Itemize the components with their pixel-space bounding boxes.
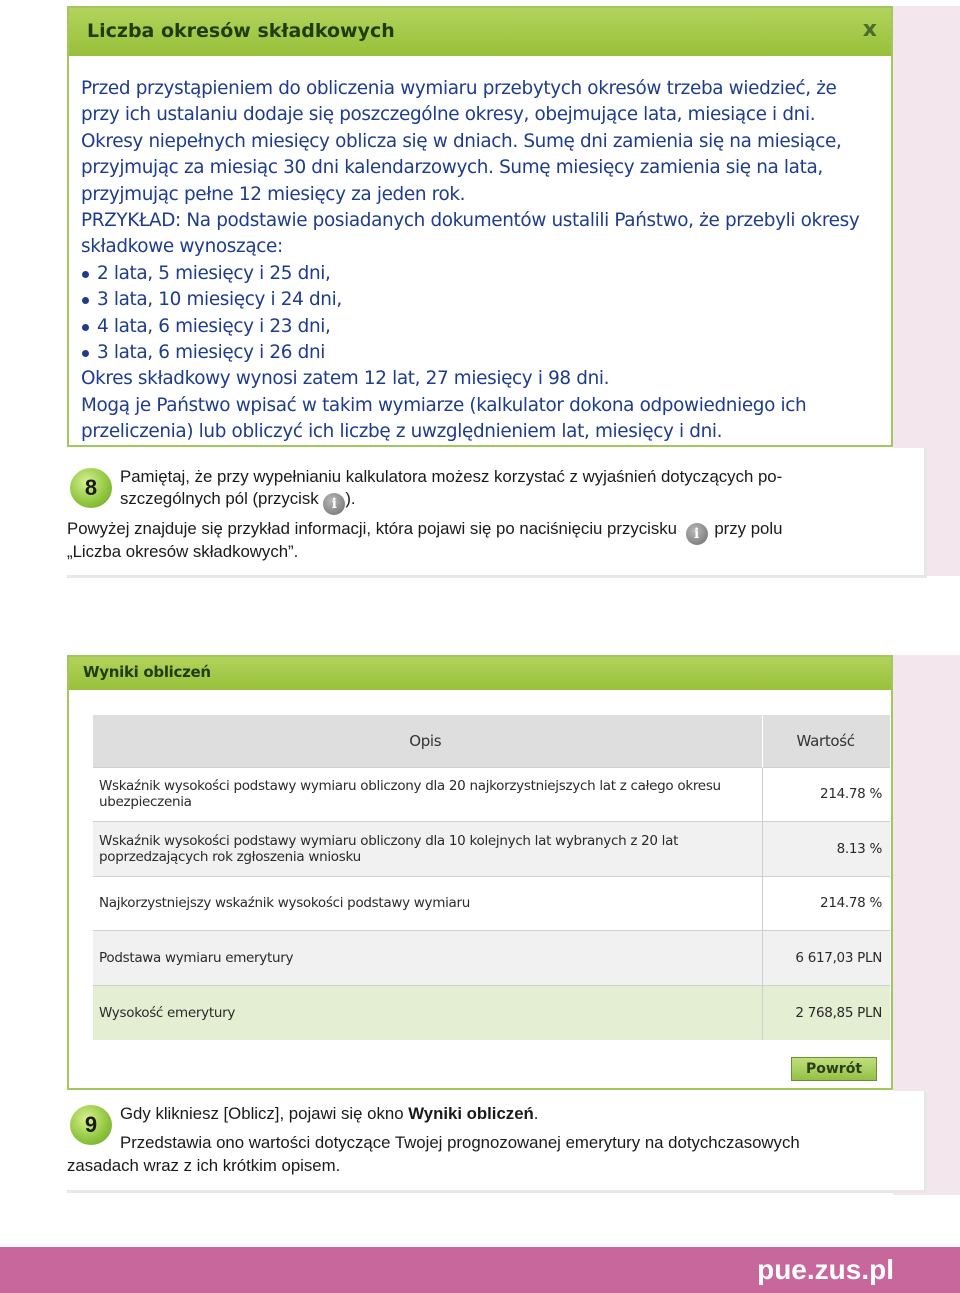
table-row <box>93 985 890 1040</box>
row-value: 8.13 % <box>762 822 890 877</box>
note-8-line-4: „Liczba okresów składkowych”. <box>67 542 299 561</box>
column-header-value: Wartość <box>762 715 890 767</box>
step-number-8: 8 <box>70 468 112 508</box>
popup-header <box>69 8 891 56</box>
list-item: 2 lata, 5 miesięcy i 25 dni, <box>81 261 879 287</box>
results-panel <box>67 655 893 1090</box>
row-value: 214.78 % <box>762 876 890 931</box>
column-header-description: Opis <box>93 715 762 767</box>
popup-summary: Okres składkowy wynosi zatem 12 lat, 27 miesięcy i 98 dni. <box>81 368 610 390</box>
list-item: 4 lata, 6 miesięcy i 23 dni, <box>81 314 879 340</box>
row-description: Najkorzystniejszy wskaźnik wysokości podstawy wymiaru <box>93 876 762 931</box>
list-item: 3 lata, 6 miesięcy i 26 dni <box>81 340 879 366</box>
row-description: Wskaźnik wysokości podstawy wymiaru obliczony dla 20 najkorzystniejszych lat z całego okresu ubezpieczenia <box>93 767 762 822</box>
footer-bar <box>0 1247 960 1293</box>
back-button[interactable]: Powrót <box>791 1057 877 1081</box>
info-icon: i <box>686 523 708 545</box>
footer-url: pue.zus.pl <box>757 1254 894 1285</box>
note-9-line-1: Gdy klikniesz [Oblicz], pojawi się okno Wyniki obliczeń. <box>120 1104 539 1123</box>
step-number-9: 9 <box>70 1105 112 1145</box>
results-header <box>69 657 891 690</box>
popup-conclusion: Mogą je Państwo wpisać w takim wymiarze (kalkulator dokona odpowiedniego ich przeliczenia) lub obliczyć ich liczbę z uwzględnieniem lat, miesięcy i dni. <box>81 394 807 443</box>
table-row <box>93 931 890 986</box>
row-description: Podstawa wymiaru emerytury <box>93 931 762 986</box>
table-row <box>93 822 890 877</box>
popup-intro: Przed przystąpieniem do obliczenia wymiaru przebytych okresów trzeba wiedzieć, że przy ich ustalaniu dodaje się poszczególne okresy, obejmujące lata, miesiące i dni. Okresy niepełnych miesięcy oblicza się w dniach. Sumę dni zamienia się na miesiące, przyjmując za miesiąc 30 dni kalendarzowych. Sumę miesięcy zamienia się na lata, przyjmując pełne 12 miesięcy za jeden rok. <box>81 78 842 205</box>
popup-body <box>69 56 891 446</box>
row-description: Wysokość emerytury <box>93 985 762 1040</box>
note-9-box <box>67 1091 927 1193</box>
table-header-row <box>93 715 890 767</box>
row-value: 6 617,03 PLN <box>762 931 890 986</box>
note-8-line-2: szczególnych pól (przycisk i ). <box>120 488 356 515</box>
note-9-line-2: Przedstawia ono wartości dotyczące Twojej prognozowanej emerytury na dotychczasowych <box>120 1133 800 1152</box>
periods-help-popup <box>67 6 893 447</box>
close-icon[interactable]: x <box>862 17 877 42</box>
popup-example: PRZYKŁAD: Na podstawie posiadanych dokumentów ustalili Państwo, że przebyli okresy składkowe wynoszące: <box>81 210 860 258</box>
popup-title: Liczba okresów składkowych <box>87 20 395 42</box>
results-table <box>93 715 890 1040</box>
periods-list <box>81 261 879 367</box>
note-8-box <box>67 448 927 578</box>
list-item: 3 lata, 10 miesięcy i 24 dni, <box>81 287 879 313</box>
results-title: Wyniki obliczeń <box>83 663 211 681</box>
table-row <box>93 876 890 931</box>
note-8-line-3: Powyżej znajduje się przykład informacji, która pojawi się po naciśnięciu przycisku i przy polu <box>67 518 782 545</box>
note-9-line-3: zasadach wraz z ich krótkim opisem. <box>67 1156 341 1175</box>
row-value: 2 768,85 PLN <box>762 985 890 1040</box>
row-description: Wskaźnik wysokości podstawy wymiaru obliczony dla 10 kolejnych lat wybranych z 20 lat poprzedzających rok zgłoszenia wniosku <box>93 822 762 877</box>
row-value: 214.78 % <box>762 767 890 822</box>
note-8-line-1: Pamiętaj, że przy wypełnianiu kalkulatora możesz korzystać z wyjaśnień dotyczących po- <box>120 467 783 486</box>
info-icon: i <box>323 493 345 515</box>
table-row <box>93 767 890 822</box>
